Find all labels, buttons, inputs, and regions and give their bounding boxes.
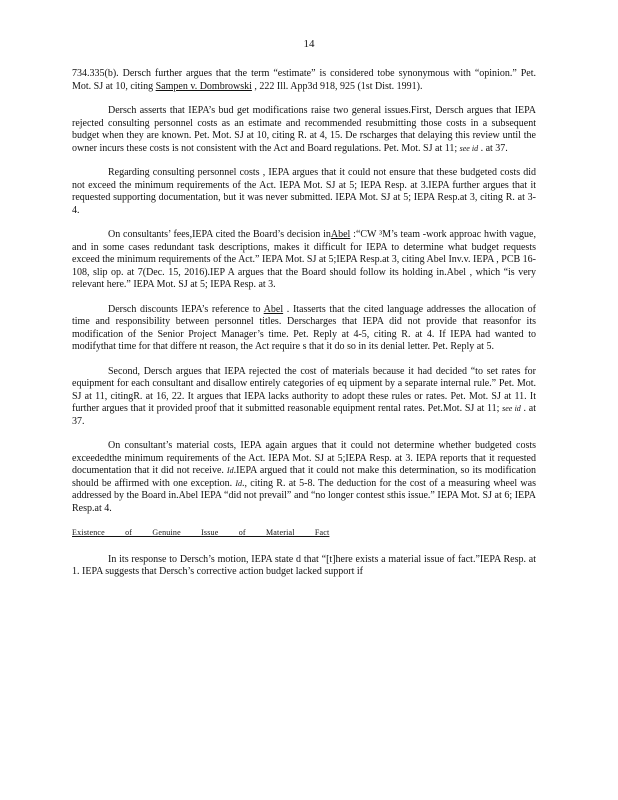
case-citation: Abel (330, 229, 351, 240)
paragraph (72, 68, 536, 93)
paragraph-text: Dersch discounts IEPA’s reference to (108, 303, 264, 315)
paragraph (72, 304, 536, 354)
signal-citation: Id (235, 478, 243, 488)
case-citation: Sampen v. Dombrowski (155, 80, 252, 92)
paragraph-text: , 222 Ill. App3d 918, 925 (1st Dist. 1991). (251, 80, 423, 92)
paragraph (72, 440, 536, 515)
body-text (72, 68, 536, 591)
paragraph-text: 734.335(b). Dersch further argues that the term “estimate” is considered tobe synonymous with “opinion.” Pet. Mot. SJ at 10, citing (72, 68, 536, 92)
paragraph-text: On consultant’s material costs, IEPA again argues that it could not determine whether budgeted costs exceededthe minimum requirements of the Act. IEPA Mot. SJ at 5;IEPA Resp. at 3. IEPA reports that it requested documentation that it did not receive. (72, 440, 536, 476)
paragraph-text: . at 37. (72, 403, 537, 427)
paragraph-text: .IEPA argued that it could not make this determination, so its modification should be affirmed with one exception. (72, 465, 536, 489)
paragraph-text: On consultants’ fees,IEPA cited the Board’s decision in (108, 229, 331, 240)
paragraph (72, 105, 536, 155)
paragraph (72, 167, 536, 217)
signal-citation: see id (502, 404, 521, 413)
paragraph-text: In its response to Dersch’s motion, IEPA state d that “[t]here exists a material issue of fact.”IEPA Resp. at 1. IEPA suggests that Dersch’s corrective action budget lacked support if (72, 553, 536, 577)
section-heading: Existence of Genuine Issue of Material Fact (72, 528, 330, 537)
paragraph (72, 229, 536, 292)
paragraphs-before-heading (72, 68, 536, 515)
paragraph (72, 554, 536, 579)
signal-citation: see id (459, 143, 479, 153)
paragraph-text: . at 37. (478, 142, 508, 154)
paragraph-text: Dersch asserts that IEPA’s bud get modifications raise two general issues.First, Dersch argues that IEPA rejected consulting personnel costs as an estimate and recommended resubmitting those costs in a subsequent budget when they are known. Pet. Mot. SJ at 10, citing R. at 4, 15. De rscharges that delaying this review until the owner incurs these costs is not consistent with the Act and Board regulations. Pet. Mot. SJ at 11; (72, 105, 536, 154)
paragraph-text: . Itasserts that the cited language addresses the allocation of time and responsibility between personnel titles. Derscharges that IEPA did not provide that reasonfor its modification of the Senior Project Manager’s time. Pet. Reply at 4-5, citing R. at 4. If IEPA had wanted to modifythat time for that differe nt reason, the Act require s that it do so in its denial letter. Pet. Reply at 5. (72, 303, 537, 352)
case-citation: Abel (263, 303, 284, 315)
paragraph-text: :“CW ³M’s team -work approac hwith vague, and in some cases redundant task descriptions, makes it difficult for IEPA to determine what budget requests exceed the minimum requirements of the Act.” IEPA Mot. SJ at 5;IEPA Resp.at 3, citing Abel Inv.v. IEPA , PCB 16-108, slip op. at 7(Dec. 15, 2016).IEP A argues that the Board should follow its holding in.Abel , which “is very relevant here.” IEPA Mot. SJ at 5; IEPA Resp. at 3. (72, 229, 536, 290)
paragraph (72, 366, 536, 429)
page-number: 14 (303, 38, 315, 50)
paragraph-text: Regarding consulting personnel costs , IEPA argues that it could not ensure that these budgeted costs did not exceed the minimum requirements of the Act. IEPA Mot. SJ at 5; IEPA Resp. at 3.IEPA further argues that it requested supporting documentation, but it was never submitted. IEPA Mot. SJ at 5; IEPA Resp.at 3, citing R. at 3- 4. (72, 167, 536, 216)
paragraph-text: ., citing R. at 5-8. The deduction for the cost of a measuring wheel was addressed by the Board in.Abel IEPA “did not prevail” and “no longer contest sthis issue.” IEPA Mot. SJ at 6; IEPA Resp.at 4. (72, 477, 536, 514)
signal-citation: Id (226, 466, 234, 475)
paragraph-text: Second, Dersch argues that IEPA rejected the cost of materials because it had decided “to set rates for equipment for each consultant and disallow entirely categories of eq uipment by a separate internal rule.” Pet. Mot. SJ at 11, citingR. at 16, 22. It argues that IEPA lacks authority to adopt these rules or rates. Pet. Mot. SJ at 11. It further argues that it provided proof that it submitted reasonable equipment rental rates. Pet.Mot. SJ at 11; (72, 365, 536, 414)
paragraphs-after-heading (72, 554, 536, 579)
